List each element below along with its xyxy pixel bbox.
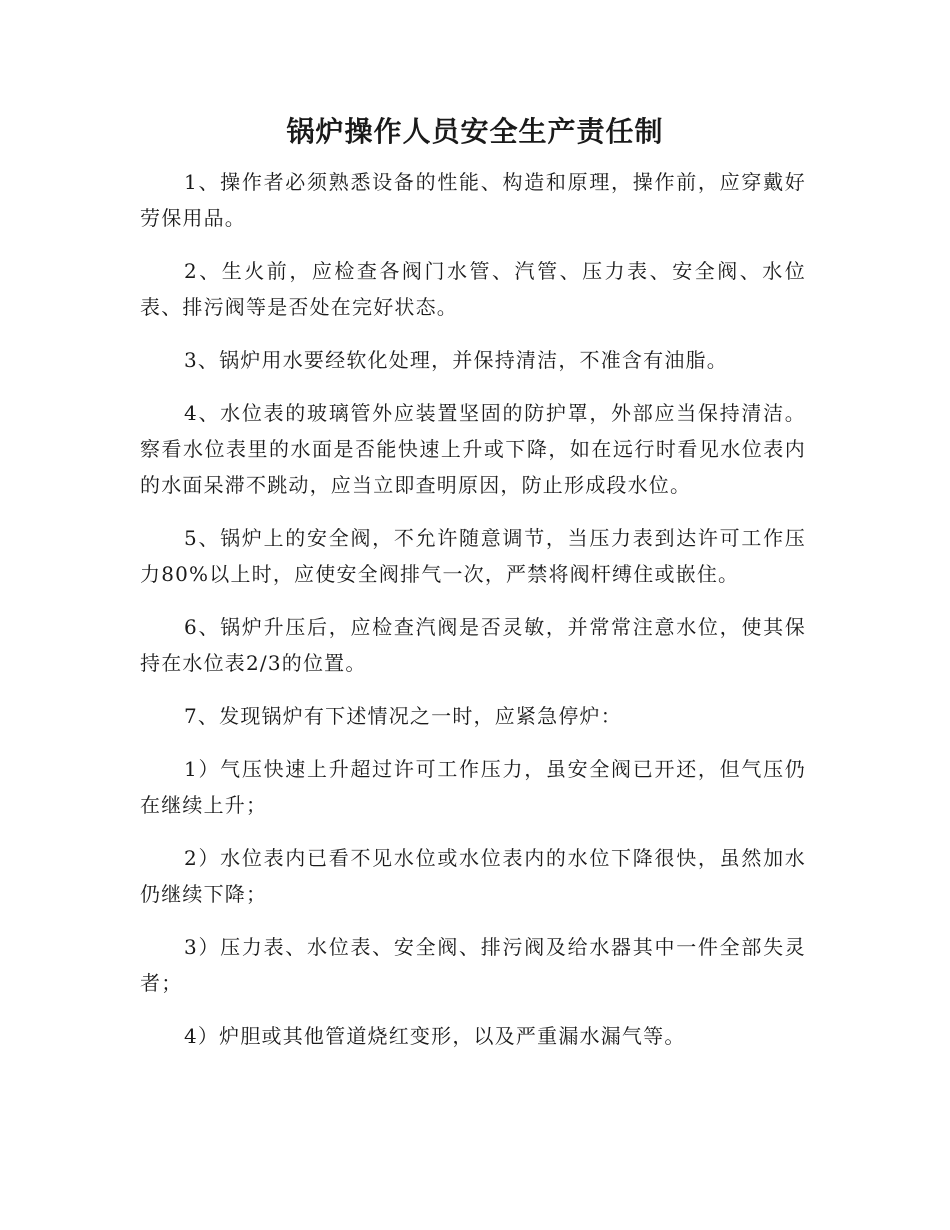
paragraph-3: 3、锅炉用水要经软化处理，并保持清洁，不准含有油脂。 <box>184 348 728 372</box>
paragraph-6: 6、锅炉升压后，应检查汽阀是否灵敏，并常常注意水位，使其保持在水位表2/3的位置。 <box>140 615 806 675</box>
paragraph-7-item-2: 2）水位表内已看不见水位或水位表内的水位下降很快，虽然加水仍继续下降； <box>140 846 806 906</box>
paragraph-1: 1、操作者必须熟悉设备的性能、构造和原理，操作前，应穿戴好劳保用品。 <box>140 170 806 230</box>
paragraph-7-item-3: 3）压力表、水位表、安全阀、排污阀及给水器其中一件全部失灵者； <box>140 935 806 995</box>
paragraph-7-item-4: 4）炉胆或其他管道烧红变形，以及严重漏水漏气等。 <box>184 1024 686 1048</box>
paragraph-7: 7、发现锅炉有下述情况之一时，应紧急停炉： <box>184 704 622 728</box>
paragraph-2: 2、生火前，应检查各阀门水管、汽管、压力表、安全阀、水位表、排污阀等是否处在完好状态。 <box>140 259 806 319</box>
paragraph-5: 5、锅炉上的安全阀，不允许随意调节，当压力表到达许可工作压力80%以上时，应使安全阀排气一次，严禁将阀杆缚住或嵌住。 <box>140 526 806 586</box>
paragraph-7-item-1: 1）气压快速上升超过许可工作压力，虽安全阀已开还，但气压仍在继续上升； <box>140 757 806 817</box>
document-title: 锅炉操作人员安全生产责任制 <box>286 115 664 148</box>
paragraph-4: 4、水位表的玻璃管外应装置坚固的防护罩，外部应当保持清洁。察看水位表里的水面是否能快速上升或下降，如在远行时看见水位表内的水面呆滞不跳动，应当立即查明原因，防止形成段水位。 <box>140 401 806 497</box>
document-body <box>140 164 806 1071</box>
